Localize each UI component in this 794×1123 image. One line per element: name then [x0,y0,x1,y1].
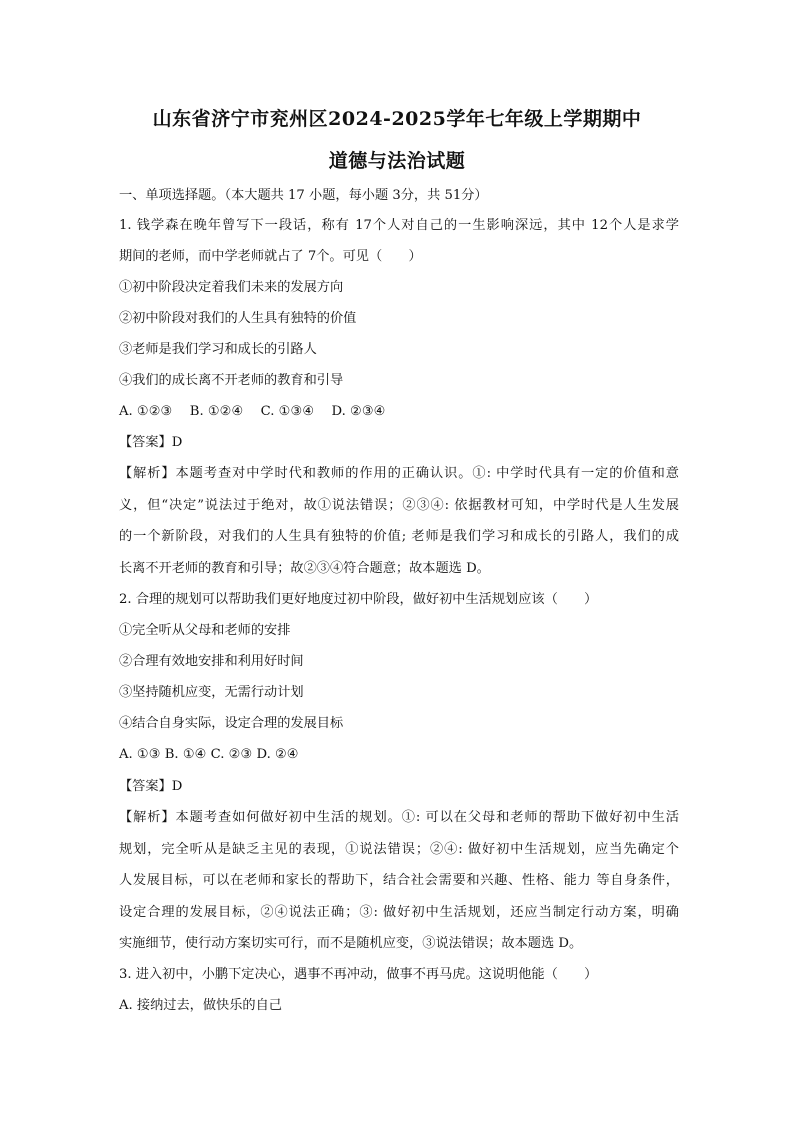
q1-analysis-line2: 义，但“决定”说法过于绝对，故①说法错误；②③④: 依据教材可知，中学时代是人生发展 [119,498,679,513]
q1-choices: A. ①②③ B. ①②④ C. ①③④ D. ②③④ [119,404,386,419]
q2-analysis-line4: 设定合理的发展目标，②④说法正确；③: 做好初中生活规划，还应当制定行动方案，明确 [119,905,679,920]
q1-analysis-line3: 的一个新阶段，对我们的人生具有独特的价值; 老师是我们学习和成长的引路人，我们的成 [119,529,679,544]
q1-stem-line1: 1. 钱学森在晚年曾写下一段话，称有 17个人对自己的一生影响深远，其中 12个人是求学 [119,218,679,233]
q1-analysis-line1: 【解析】本题考查对中学时代和教师的作用的正确认识。①: 中学时代具有一定的价值和意 [119,466,679,481]
q3-stem-line1: 3. 进入初中，小鹏下定决心，遇事不再冲动，做事不再马虎。这说明他能（ ） [119,967,598,982]
q2-analysis-line2: 规划，完全听从是缺乏主见的表现，①说法错误；②④: 做好初中生活规划，应当先确定个 [119,842,679,857]
q1-analysis-line4: 长离不开老师的教育和引导；故②③④符合题意；故本题选 D。 [119,561,490,576]
q1-answer: 【答案】D [119,435,183,450]
q2-analysis-line1: 【解析】本题考查如何做好初中生活的规划。①: 可以在父母和老师的帮助下做好初中生活 [119,810,679,825]
q2-option-4: ④结合自身实际，设定合理的发展目标 [119,716,344,731]
q1-stem-line2: 期间的老师，而中学老师就占了 7个。可见（ ） [119,249,422,264]
q2-analysis-line3: 人发展目标，可以在老师和家长的帮助下，结合社会需要和兴趣、性格、能力 等自身条件， [119,873,679,888]
q1-option-3: ③老师是我们学习和成长的引路人 [119,342,317,357]
q2-analysis-line5: 实施细节，使行动方案切实可行，而不是随机应变，③说法错误；故本题选 D。 [119,936,583,951]
q2-option-3: ③坚持随机应变，无需行动计划 [119,685,304,700]
q1-option-4: ④我们的成长离不开老师的教育和引导 [119,373,344,388]
q2-choices: A. ①③ B. ①④ C. ②③ D. ②④ [119,747,299,762]
section-heading: 一、单项选择题。（本大题共 17 小题，每小题 3分，共 51分） [119,188,488,203]
q2-option-2: ②合理有效地安排和利用好时间 [119,654,304,669]
q2-answer: 【答案】D [119,779,183,794]
q2-stem-line1: 2. 合理的规划可以帮助我们更好地度过初中阶段，做好初中生活规划应该（ ） [119,592,598,607]
q2-option-1: ①完全听从父母和老师的安排 [119,623,291,638]
q3-option-a: A. 接纳过去，做快乐的自己 [119,998,282,1013]
exam-subject-title: 道德与法治试题 [328,150,466,172]
exam-title: 山东省济宁市兖州区2024-2025学年七年级上学期期中 [152,108,642,130]
q1-option-1: ①初中阶段决定着我们未来的发展方向 [119,280,344,295]
q1-option-2: ②初中阶段对我们的人生具有独特的价值 [119,311,357,326]
